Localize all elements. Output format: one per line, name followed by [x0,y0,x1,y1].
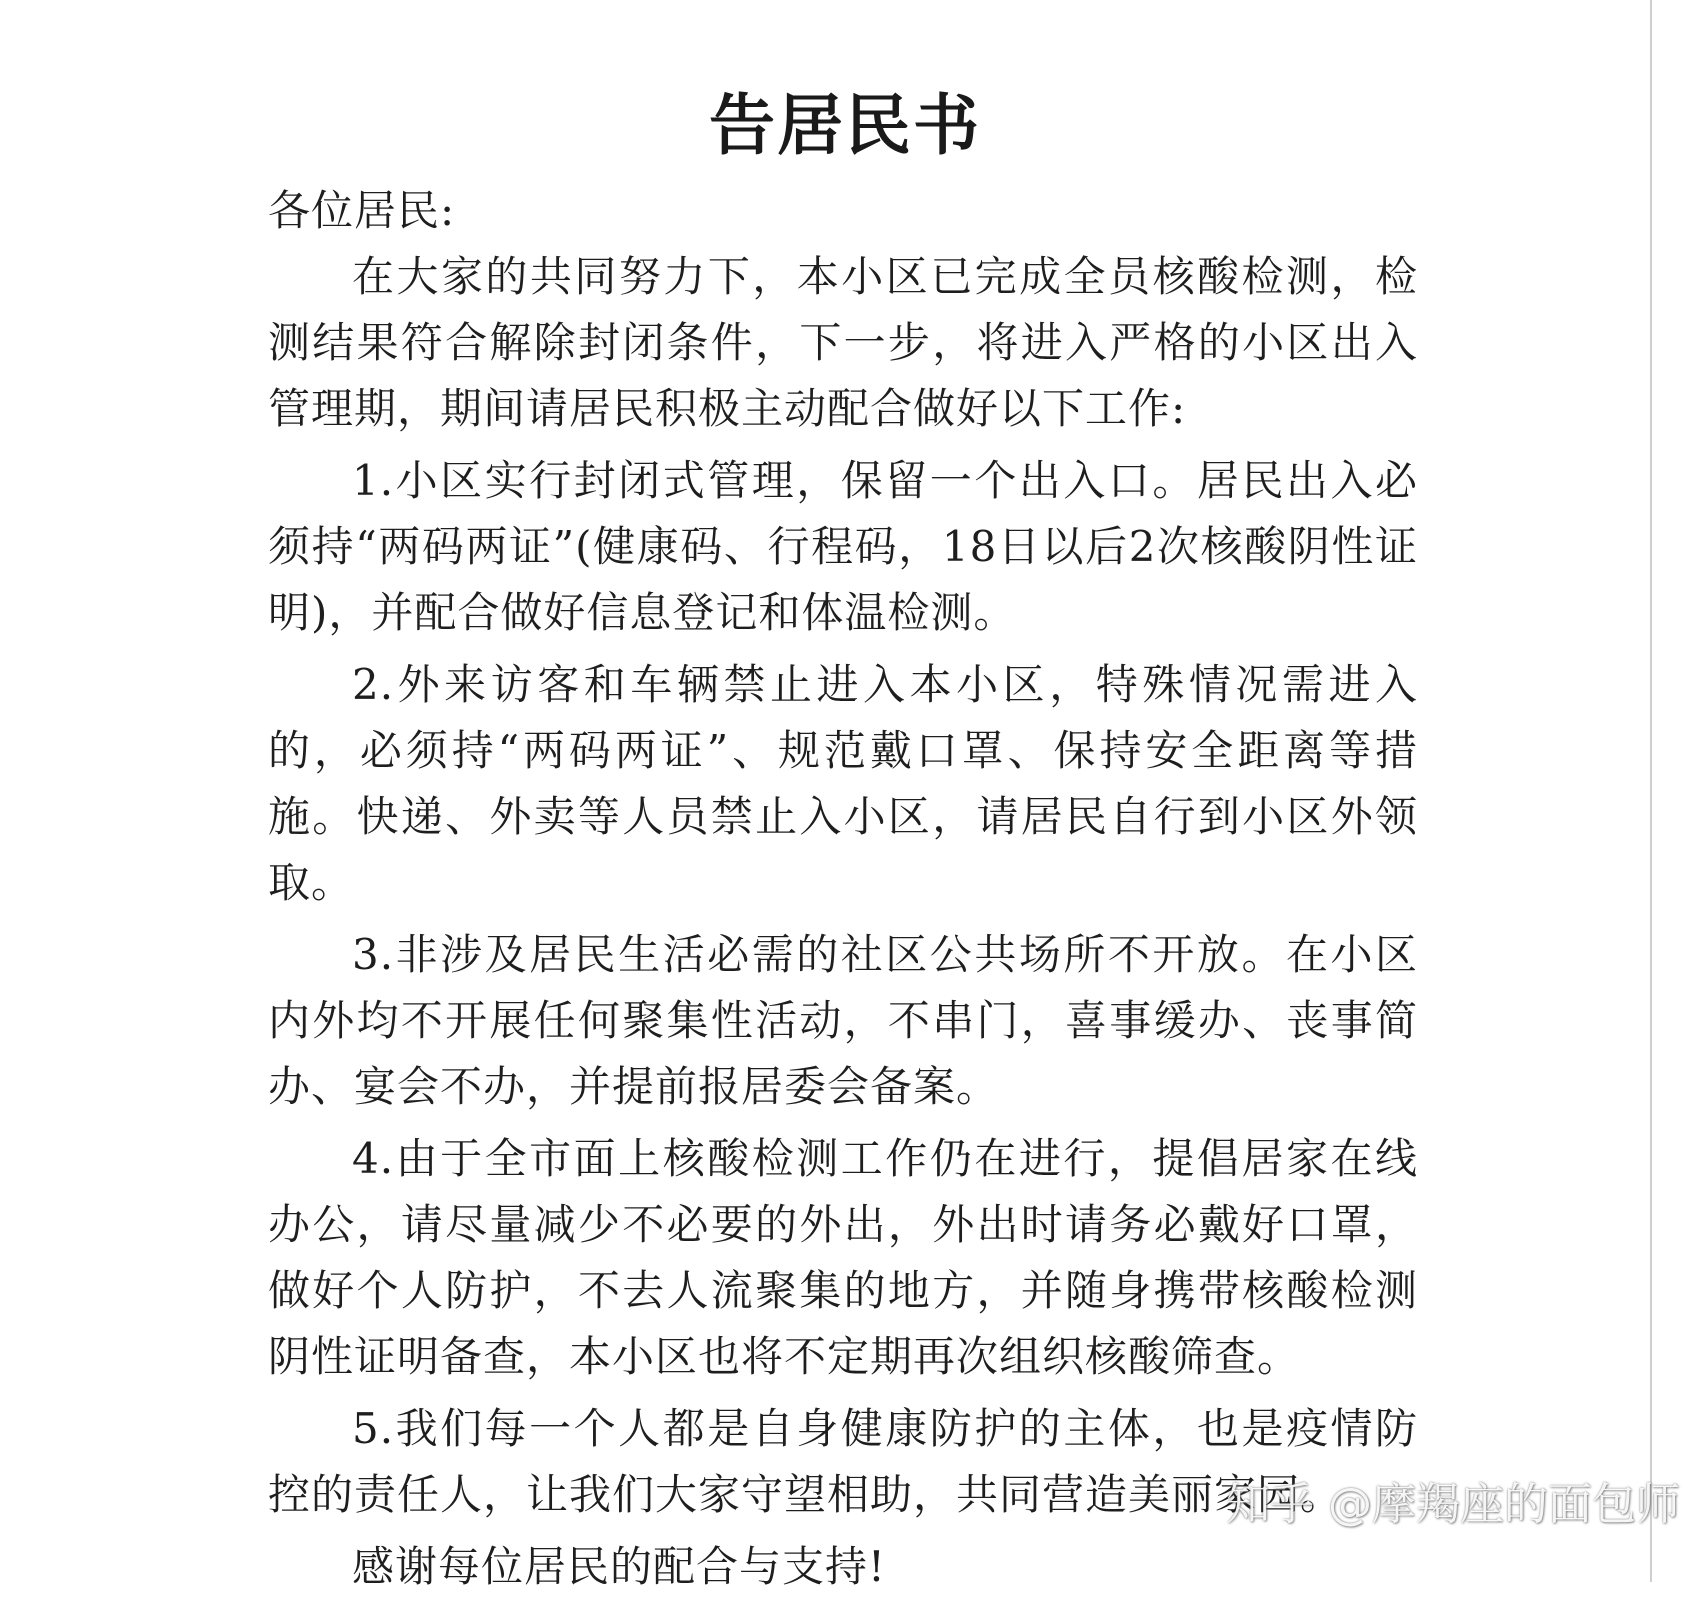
list-item-5: 5.我们每一个人都是自身健康防护的主体，也是疫情防控的责任人，让我们大家守望相助，共同营造美丽家园。 [268,1404,1418,1519]
list-item-2: 2.外来访客和车辆禁止进入本小区，特殊情况需进入的，必须持“两码两证”、规范戴口罩、保持安全距离等措施。快递、外卖等人员禁止入小区，请居民自行到小区外领取。 [268,660,1418,907]
closing-line: 感谢每位居民的配合与支持! [352,1542,886,1591]
intro-paragraph: 在大家的共同努力下，本小区已完成全员核酸检测，检测结果符合解除封闭条件，下一步，将进入严格的小区出入管理期，期间请居民积极主动配合做好以下工作: [268,252,1418,433]
list-item-4: 4.由于全市面上核酸检测工作仍在进行，提倡居家在线办公，请尽量减少不必要的外出，外出时请务必戴好口罩，做好个人防护，不去人流聚集的地方，并随身携带核酸检测阴性证明备查，本小区也将不定期再次组织核酸筛查。 [268,1134,1418,1381]
list-item-3: 3.非涉及居民生活必需的社区公共场所不开放。在小区内外均不开展任何聚集性活动，不串门，喜事缓办、丧事简办、宴会不办，并提前报居委会备案。 [268,930,1418,1111]
watermark: 知乎 @摩羯座的面包师 [1226,1479,1680,1530]
greeting: 各位居民: [268,186,456,235]
list-item-1: 1.小区实行封闭式管理，保留一个出入口。居民出入必须持“两码两证”(健康码、行程码，18日以后2次核酸阴性证明)，并配合做好信息登记和体温检测。 [268,456,1418,637]
notice-body [268,178,1418,1600]
page-edge-line [1650,0,1652,1582]
page-title: 告居民书 [709,87,981,165]
